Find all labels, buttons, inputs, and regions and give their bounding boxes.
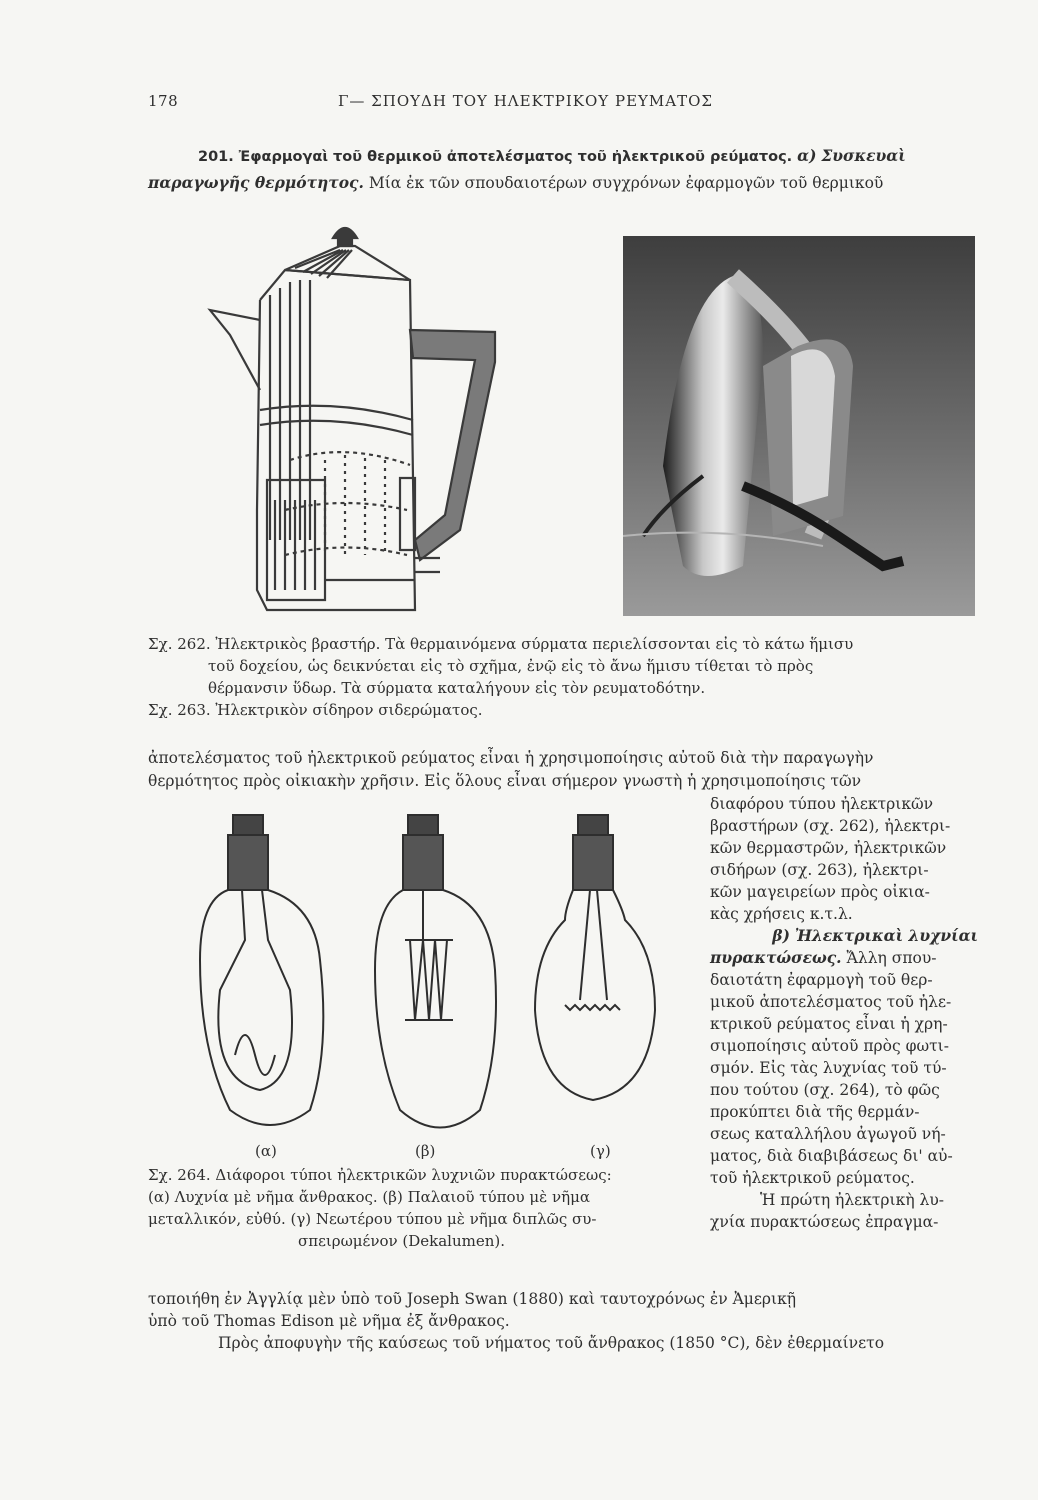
col3-line: Ἡ πρώτη ἠλεκτρικὴ λυ- — [760, 1191, 945, 1209]
col-line: κῶν θερμαστρῶν, ἠλεκτρικῶν — [710, 839, 947, 857]
bulb-label-b: (β) — [415, 1142, 436, 1160]
subsection-a-letter: α) — [797, 146, 817, 165]
fig262-label: Σχ. 262. — [148, 635, 211, 653]
col2-line: δαιοτάτη ἐφαρμογὴ τοῦ θερ- — [710, 971, 933, 989]
caption-fig-262 — [148, 633, 988, 721]
col-line: διαφόρου τύπου ἠλεκτρικῶν — [710, 795, 934, 813]
fig262-line3: θέρμανσιν ὕδωρ. Τὰ σύρματα καταλήγουν εἰς τὸν ρευματοδότην. — [208, 679, 706, 697]
subsection-a-title: Συσκευαὶ παραγωγῆς θερμότητος. — [148, 146, 906, 192]
col-line: σιδήρων (σχ. 263), ἠλεκτρι- — [710, 861, 929, 879]
col-line: κῶν μαγειρείων πρὸς οἰκια- — [710, 883, 930, 901]
tail-line-3: Πρὸς ἀποφυγὴν τῆς καύσεως τοῦ νήματος τοῦ ἄνθρακος (1850 °C), δὲν ἐθερμαίνετο — [218, 1334, 885, 1352]
col2-line: σμόν. Εἰς τὰς λυχνίας τοῦ τύ- — [710, 1059, 947, 1077]
section-title: Ἐφαρμογαὶ τοῦ θερμικοῦ ἀποτελέσματος τοῦ ἠλεκτρικοῦ ρεύματος. — [238, 149, 793, 165]
fig264-line3: μεταλλικόν, εὐθύ. (γ) Νεωτέρου τύπου μὲ νῆμα διπλῶς συ- — [148, 1210, 597, 1228]
body-line-1: ἀποτελέσματος τοῦ ἠλεκτρικοῦ ρεύματος εἶναι ἡ χρησιμοποίησις αὐτοῦ διὰ τὴν παραγωγὴν — [148, 749, 874, 767]
col2-line: τοῦ ἠλεκτρικοῦ ρεύματος. — [710, 1169, 915, 1187]
fig264-line4: σπειρωμένον (Dekalumen). — [298, 1232, 505, 1250]
col2-line: σιμοποίησις αὐτοῦ πρὸς φωτι- — [710, 1037, 949, 1055]
col2-line: Ἄλλη σπου- — [846, 949, 937, 967]
intro-text: Μία ἐκ τῶν σπουδαιοτέρων συγχρόνων ἐφαρμογῶν τοῦ θερμικοῦ — [368, 174, 884, 192]
subsection-b-title-1: Ἠλεκτρικαὶ λυχνίαι — [794, 926, 978, 945]
col2-line: προκύπτει διὰ τῆς θερμάν- — [710, 1103, 920, 1121]
col2-line: σεως καταλλήλου ἀγωγοῦ νή- — [710, 1125, 946, 1143]
bulbs-figure — [190, 810, 680, 1170]
fig262-line1: Ἠλεκτρικὸς βραστήρ. Τὰ θερμαινόμενα σύρματα περιελίσσονται εἰς τὸ κάτω ἥμισυ — [215, 635, 854, 653]
section-heading — [148, 143, 978, 196]
tail-line-2: ὑπὸ τοῦ Thomas Edison μὲ νῆμα ἐξ ἄνθρακος. — [148, 1312, 510, 1330]
col3-line: χνία πυρακτώσεως ἐπραγμα- — [710, 1213, 939, 1231]
fig264-line2: (α) Λυχνία μὲ νῆμα ἄνθρακος. (β) Παλαιοῦ τύπου μὲ νῆμα — [148, 1188, 590, 1206]
tail-paragraph — [148, 1288, 978, 1354]
body-line-2: θερμότητος πρὸς οἰκιακὴν χρῆσιν. Εἰς ὅλους εἶναι σήμερον γνωστὴ ἡ χρησιμοποίησις τῶν — [148, 772, 862, 790]
bulb-a — [200, 815, 323, 1125]
iron-photo — [623, 236, 975, 616]
col2-line: μικοῦ ἀποτελέσματος τοῦ ἠλε- — [710, 993, 952, 1011]
col2-line: κτρικοῦ ρεύματος εἶναι ἡ χρη- — [710, 1015, 948, 1033]
bulb-c — [535, 815, 655, 1100]
running-title: Γ— ΣΠΟΥΔΗ ΤΟΥ ΗΛΕΚΤΡΙΚΟΥ ΡΕΥΜΑΤΟΣ — [338, 92, 714, 110]
col2-line: που τούτου (σχ. 264), τὸ φῶς — [710, 1081, 940, 1099]
kettle-figure — [175, 210, 515, 630]
bulb-b — [375, 815, 496, 1128]
page-number: 178 — [148, 92, 179, 110]
fig262-line2: τοῦ δοχείου, ὡς δεικνύεται εἰς τὸ σχῆμα, ἐνῷ εἰς τὸ ἄνω ἥμισυ τίθεται τὸ πρὸς — [208, 657, 814, 675]
col-line: βραστήρων (σχ. 262), ἠλεκτρι- — [710, 817, 951, 835]
bulb-label-c: (γ) — [590, 1142, 611, 1160]
bulb-label-a: (α) — [255, 1142, 277, 1160]
subsection-b-letter: β) — [772, 926, 790, 945]
col-line: κὰς χρήσεις κ.τ.λ. — [710, 905, 853, 923]
fig263-label: Σχ. 263. — [148, 701, 211, 719]
section-number: 201. — [198, 149, 234, 165]
fig263-text: Ἠλεκτρικὸν σίδηρον σιδερώματος. — [215, 701, 483, 719]
fig264-line1: Σχ. 264. Διάφοροι τύποι ἠλεκτρικῶν λυχνιῶν πυρακτώσεως: — [148, 1166, 612, 1184]
col2-line: ματος, διὰ διαβιβάσεως δι' αὐ- — [710, 1147, 953, 1165]
right-column — [710, 793, 978, 1233]
caption-fig-264 — [148, 1164, 708, 1252]
subsection-b-title-2: πυρακτώσεως. — [710, 948, 842, 967]
tail-line-1: τοποιήθη ἐν Ἀγγλίᾳ μὲν ὑπὸ τοῦ Joseph Swan (1880) καὶ ταυτοχρόνως ἐν Ἀμερικῇ — [148, 1290, 797, 1308]
